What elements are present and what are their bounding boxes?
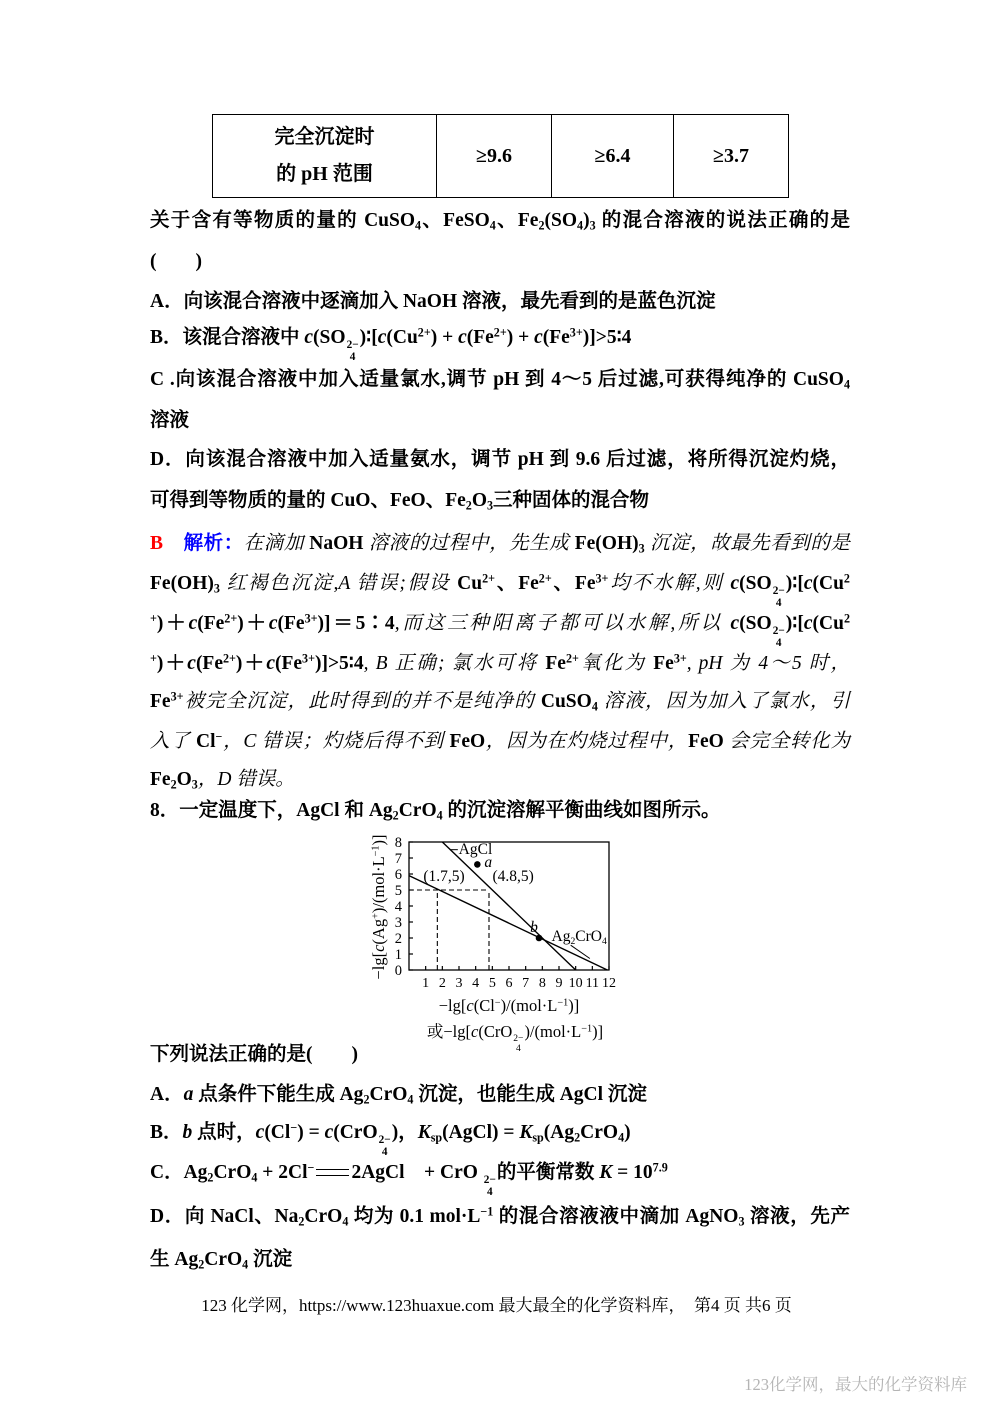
text-line: 溶液 bbox=[150, 410, 190, 431]
svg-text:0: 0 bbox=[394, 963, 402, 979]
chart-annotation: AgCl bbox=[458, 840, 493, 858]
text-line: A．向该混合溶液中逐滴加入 NaOH 溶液，最先看到的是蓝色沉淀 bbox=[150, 291, 716, 312]
data-point-a bbox=[474, 861, 481, 868]
text-line: 入了 Cl−，C 错误；灼烧后得不到 FeO，因为在灼烧过程中，FeO 会完全转化为 bbox=[150, 729, 850, 752]
svg-text:4: 4 bbox=[394, 899, 402, 915]
chart-annotation: $Ag_2CrO_4$ bbox=[551, 928, 607, 948]
svg-text:7: 7 bbox=[394, 851, 402, 867]
svg-text:3: 3 bbox=[455, 976, 463, 991]
text-line: $Fe^{3+}$被完全沉淀，此时得到的并不是纯净的 CuSO$_4$ 溶液，因为加入了氯水，引 bbox=[150, 689, 850, 714]
chart-annotation: (1.7,5) bbox=[423, 867, 465, 885]
text-line: 下列说法正确的是( ) bbox=[150, 1044, 358, 1065]
text-line: 关于含有等物质的量的 CuSO$_4$、FeSO$_4$、$Fe_2(SO_4)_3$ 的混合溶液的说法正确的是 bbox=[150, 210, 850, 233]
text-line: ( ) bbox=[150, 251, 202, 272]
text-line: B 解析：在滴加 NaOH 溶液的过程中，先生成 $Fe(OH)_3$ 沉淀，故最先看到的是 bbox=[150, 533, 850, 556]
svg-text:2: 2 bbox=[438, 976, 446, 991]
text-line: 生 $Ag_2CrO_4$ 沉淀 bbox=[150, 1249, 293, 1272]
svg-text:6: 6 bbox=[394, 867, 402, 883]
text-line: B．该混合溶液中 c(SO 2− 4 )$∶[c(Cu^{2+}) + c(Fe^{2+})$ + $c(Fe^{3+})]>5∶4$ bbox=[150, 325, 632, 363]
svg-text:2: 2 bbox=[394, 931, 402, 947]
x-axis-label-1: $-\lg[c(Cl^-)/(mol\cdot L^{-1})]$ bbox=[438, 996, 580, 1015]
svg-text:11: 11 bbox=[585, 976, 600, 991]
equilibrium-plot-svg bbox=[355, 834, 705, 998]
watermark: 123化学网，最大的化学资料库 bbox=[744, 1375, 967, 1394]
text-line: 8．一定温度下，AgCl 和 $Ag_2CrO_4$ 的沉淀溶解平衡曲线如图所示。 bbox=[150, 800, 721, 823]
svg-text:8: 8 bbox=[394, 835, 402, 851]
equilibrium-chart bbox=[355, 834, 705, 1055]
svg-text:9: 9 bbox=[555, 976, 563, 991]
page-footer: 123 化学网，https://www.123huaxue.com 最大最全的化学资料库， 第4 页 共6 页 bbox=[201, 1296, 792, 1315]
text-line: $^+)+c(Fe^{2+})+c(Fe^{3+})]>5∶4$, B 正确; 氯水可将 $Fe^{2+}$氧化为 $Fe^{3+}$, pH 为 4～5 时， bbox=[150, 651, 850, 674]
svg-text:1: 1 bbox=[422, 976, 430, 991]
chart-annotation: b bbox=[530, 919, 538, 937]
svg-text:6: 6 bbox=[505, 976, 513, 991]
svg-text:7: 7 bbox=[522, 976, 530, 991]
svg-text:5: 5 bbox=[488, 976, 496, 991]
x-axis-label-2: 或−lg[c(CrO 2− 4 )$/(mol\cdot L^{-1})$] bbox=[426, 1022, 604, 1055]
y-axis-label: $-\lg[c(Ag^+)/(mol\cdot L^{-1})]$ bbox=[369, 834, 388, 980]
text-line: $^+)+c(Fe^{2+})+c(Fe^{3+})]=5∶4$,而这三种阳离子都可以水解,所以 c(SO 2− 4 )∶[c(Cu$^2$ bbox=[150, 611, 850, 649]
text-line: B．b 点时，c(Cl−) = c(CrO 2− 4 )，$K_{sp}(AgCl) = K_{sp}(Ag_2CrO_4)$ bbox=[150, 1120, 631, 1158]
svg-text:12: 12 bbox=[602, 976, 616, 991]
svg-text:3: 3 bbox=[394, 915, 402, 931]
svg-text:1: 1 bbox=[394, 947, 402, 963]
text-line: D．向 NaCl、$Na_2CrO_4$ 均为 0.1 $mol\cdot L^{-1}$ 的混合溶液液中滴加 AgNO$_3$ 溶液，先产 bbox=[150, 1204, 851, 1229]
table-cell-value: ≥3.7 bbox=[673, 115, 788, 197]
chart-annotation: a bbox=[484, 854, 493, 872]
svg-text:10: 10 bbox=[568, 976, 583, 991]
text-line: 可得到等物质的量的 CuO、FeO、$Fe_2O_3$三种固体的混合物 bbox=[150, 490, 650, 513]
text-line: C．$Ag_2CrO_4 + 2Cl^-$ 2AgCl + CrO 2− 4 的平衡常数 $K = 10^{7.9}$ bbox=[150, 1160, 668, 1198]
chart-annotation: (4.8,5) bbox=[492, 867, 534, 885]
svg-text:8: 8 bbox=[538, 976, 546, 991]
table-cell-value: ≥6.4 bbox=[551, 115, 673, 197]
svg-text:5: 5 bbox=[394, 883, 402, 899]
text-line: $Fe(OH)_3$ 红褐色沉淀,A 错误;假设 $Cu^{2+}$、$Fe^{2+}$、$Fe^{3+}$均不水解,则 c(SO 2− 4 )∶[c(Cu$^2$ bbox=[150, 571, 850, 609]
table-cell-value: ≥9.6 bbox=[436, 115, 551, 197]
text-line: D．向该混合溶液中加入适量氨水，调节 pH 到 9.6 后过滤，将所得沉淀灼烧， bbox=[150, 449, 850, 470]
text-line: A．a 点条件下能生成 $Ag_2CrO_4$ 沉淀，也能生成 AgCl 沉淀 bbox=[150, 1084, 647, 1107]
svg-text:4: 4 bbox=[472, 976, 480, 991]
text-line: C .向该混合溶液中加入适量氯水,调节 pH 到 4～5 后过滤,可获得纯净的 CuSO$_4$ bbox=[150, 369, 850, 392]
table-row-header: 完全沉淀时 的 pH 范围 bbox=[274, 126, 375, 185]
text-line: $Fe_2O_3$，D 错误。 bbox=[150, 769, 295, 792]
ph-range-table bbox=[212, 114, 789, 198]
